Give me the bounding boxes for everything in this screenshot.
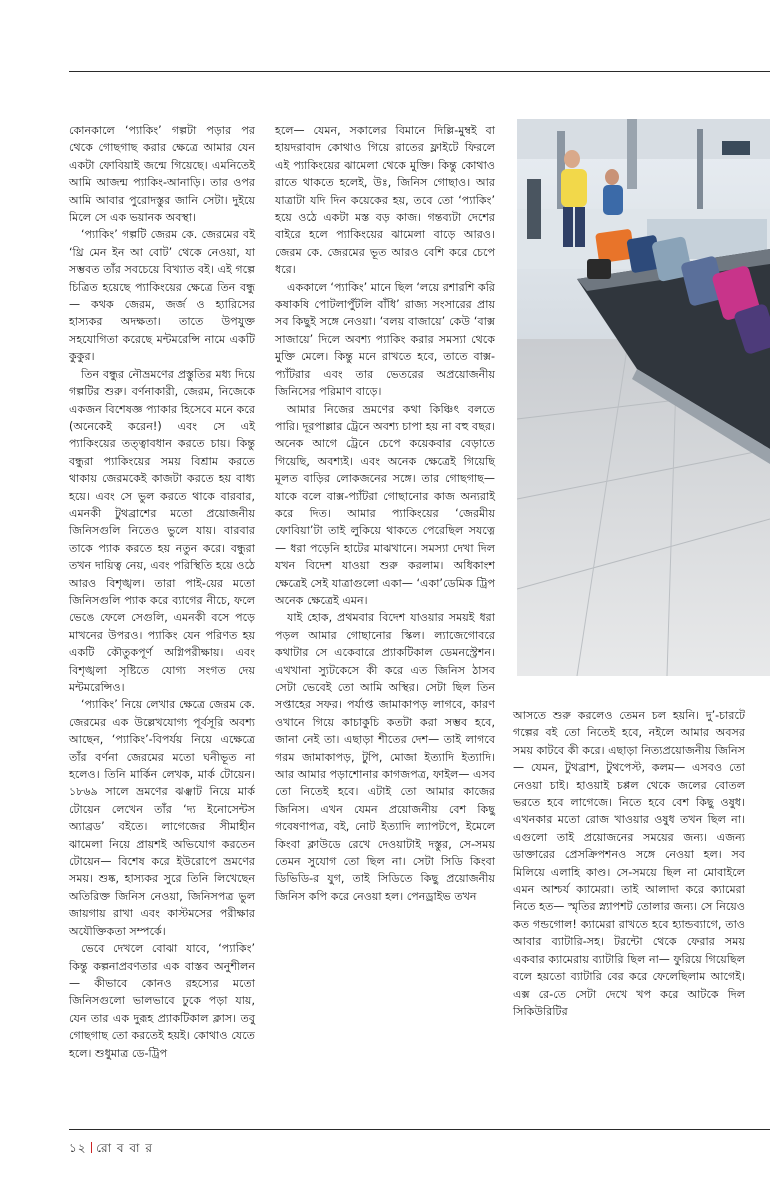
page-number: ১২ (69, 1141, 87, 1155)
paragraph: হলে— যেমন, সকালের বিমানে দিল্লি-মুম্বই বা হায়দরাবাদ কোথাও গিয়ে রাতের ফ্লাইটে ফিরলে এই প্যাকিংয়ের ঝামেলা থেকে মুক্তি। কিন্তু কোথাও রাতে থাকতে হলেই, উঃ, জিনিস গোছাও। আর যাত্রাটা যদি দিন কয়েকের হয়, তবে তো ‘প্যাকিং’ হয়ে ওঠে একটা মস্ত বড় কাজ। গন্তব্যটা দেশের বাইরে হলে প্যাকিংয়ের ঝামেলা বাড়ে আরও। জেরম কে. জেরমের ভূত আরও বেশি করে চেপে ধরে। (275, 124, 495, 277)
paragraph: ‘প্যাকিং’ গল্পটি জেরম কে. জেরমের বই ‘থ্রি মেন ইন আ বোট’ থেকে নেওয়া, যা সম্ভবত তাঁর সবচেয়ে বিখ্যাত বই। এই গল্পে চিত্রিত হয়েছে প্যাকিংয়ের ক্ষেত্রে তিন বন্ধু— কথক জেরম, জর্জ ও হ্যারিসের হাস্যকর অদক্ষতা। তাতে উপযুক্ত সহযোগিতা করেছে মন্টমরেন্সি নামে একটি কুকুর। (69, 228, 255, 364)
paragraph: যাই হোক, প্রথমবার বিদেশ যাওয়ার সময়ই ধরা পড়ল আমার গোছানোর স্কিল। ল্যাজেগোবরে কথাটার সে একেবারে প্র্যাকটিকাল ডেমনস্ট্রেশন। এখখানা স্যুটকেসে কী করে এত জিনিস ঠাসব সেটা ভেবেই তো আমি অস্থির। সেটা ছিল তিন সপ্তাহের সফর। পর্যাপ্ত জামাকাপড় লাগবে, কারণ ওখানে গিয়ে কাচাকুচি কতটা করা সম্ভব হবে, জানা নেই তা। এছাড়া শীতের দেশ— তাই লাগবে গরম জামাকাপড়, টুপি, মোজা ইত্যাদি ইত্যাদি। আর আমার পড়াশোনার কাগজপত্র, ফাইল— এসব তো নিতেই হবে। এটাই তো আমার কাজের জিনিস। এখন যেমন প্রয়োজনীয় বেশ কিছু গবেষণাপত্র, বই, নোট ইত্যাদি ল্যাপটপে, ইমেলে কিংবা ক্লাউডে রেখে দেওয়াটাই দস্তুর, সে-সময় তেমন সুযোগ তো ছিল না। সেটা সিডি কিংবা ডিভিডি-র যুগ, তাই সিডিতে কিছু প্রয়োজনীয় জিনিস কপি করে নেওয়া হল। পেনড্রাইভ তখন (275, 611, 495, 903)
article-column-3 (513, 707, 745, 1020)
paragraph: আমার নিজের ভ্রমণের কথা কিঞ্চিৎ বলতে পারি। দূরপাল্লার ট্রেনে অবশ্য চাপা হয় না বহু বছর। অনেক আগে ট্রেনে চেপে কয়েকবার বেড়াতে গিয়েছি, অবশ্যই। এবং অনেক ক্ষেত্রেই গিয়েছি মূলত বাড়ির লোকজনের সঙ্গে। তার গোছগাছ— যাকে বলে বাক্স-প্যাঁটরা গোছানোর কাজ অন্যরাই করে দিত। আমার প্যাকিংয়ের ‘জেরমীয় ফোবিয়া’টা তাই লুকিয়ে থাকতে পেরেছিল সযত্নে— ধরা পড়েনি হাটের মাঝখানে। সমস্যা দেখা দিল যখন বিদেশ যাওয়া শুরু করলাম। অধিকাংশ ক্ষেত্রেই সেই যাত্রাগুলো একা— ‘একা’ডেমিক ট্রিপ অনেক ক্ষেত্রেই এমন। (275, 402, 495, 607)
page-footer (69, 1140, 153, 1160)
paragraph: এককালে ‘প্যাকিং’ মানে ছিল ‘লয়ে রশারশি করি কষাকষি পোটলাপুঁটলি বাঁধি’ রাজ্য সংসারের প্রায় সব কিছুই সঙ্গে নেওয়া। ‘বলয় বাজায়ে’ কেউ ‘বাক্স সাজায়ে’ দিলে অবশ্য প্যাকিং করার সমস্যা থেকে মুক্তি মেলে। কিন্তু মনে রাখতে হবে, তাতে বাক্স-প্যাঁটরার এবং তার ভেতরের অপ্রয়োজনীয় জিনিসের পরিমাণ বাড়ে। (275, 280, 495, 399)
article-column-2 (275, 122, 495, 905)
paragraph: ‘প্যাকিং’ নিয়ে লেখার ক্ষেত্রে জেরম কে. জেরমের এক উল্লেখযোগ্য পূর্বসূরি অবশ্য আছেন, ‘প্যাকিং’-বিপর্যয় নিয়ে এক্ষেত্রে তাঁর বর্ণনা জেরমের মতো ঘনীভূত না হলেও। তিনি মার্কিন লেখক, মার্ক টোয়েন। ১৮৬৯ সালে ভ্রমণের ঝঞ্ঝাট নিয়ে মার্ক টোয়েন লেখেন তাঁর ‘দ্য ইনোসেন্টস অ্যাব্রড’ বইতে। লাগেজের সীমাহীন ঝামেলা নিয়ে প্রায়শই অভিযোগ করতেন টোয়েন— বিশেষ করে ইউরোপে ভ্রমণের সময়। শুষ্ক, হাস্যকর সুরে তিনি লিখেছেন অতিরিক্ত জিনিস নেওয়া, জিনিসপত্র ভুল জায়গায় রাখা এবং কাস্টমসের পরীক্ষার অযৌক্তিকতা সম্পর্কে। (69, 698, 255, 938)
paragraph: আসতে শুরু করলেও তেমন চল হয়নি। দু’-চারটে গল্পের বই তো নিতেই হবে, নইলে আমার অবসর সময় কাটবে কী করে। এছাড়া নিত্যপ্রয়োজনীয় জিনিস— যেমন, টুথব্রাশ, টুথপেস্ট, কলম— এসবও তো নেওয়া চাই। হাওয়াই চপ্পল থেকে জলের বোতল ভরতে হবে লাগেজে। নিতে হবে বেশ কিছু ওষুধ। এখনকার মতো রোজ খাওয়ার ওষুধ তখন ছিল না। এগুলো তাই প্রয়োজনের সময়ের জন্য। এজন্য ডাক্তারের প্রেসক্রিপশনও সঙ্গে নেওয়া হল। সব মিলিয়ে এলাহি কাণ্ড। সে-সময়ে ছিল না মোবাইলে এমন আশ্চর্য ক্যামেরা। তাই আলাদা করে ক্যামেরা নিতে হত— স্মৃতির স্ন্যাপশট তোলার জন্য। সে নিয়েও কত গন্ডগোল! ক্যামেরা রাখতে হবে হ্যান্ডব্যাগে, তাও আবার ব্যাটারি-সহ। টরন্টো থেকে ফেরার সময় একবার ক্যামেরায় ব্যাটারি ছিল না— ফুরিয়ে গিয়েছিল বলে হয়তো ব্যাটারি বের করে ফেলেছিলাম আগেই। এক্স রে-তে সেটা দেখে খপ করে আটকে দিল সিকিউরিটির (513, 709, 745, 1018)
paragraph: ভেবে দেখলে বোঝা যাবে, ‘প্যাকিং’ কিন্তু কল্পনাপ্রবণতার এক বাস্তব অনুশীলন— কীভাবে কোনও রহস্যের মতো জিনিসগুলো ভালভাবে ঢুকে পড়া যায়, যেন তার এক দুরূহ প্র্যাকটিকাল ক্লাস। তবু গোছগাছ তো করতেই হয়ই। কোথাও যেতে হলে। শুধুমাত্র ডে-ট্রিপ (69, 942, 255, 1060)
paragraph: তিন বন্ধুর নৌভ্রমণের প্রস্তুতির মধ্য দিয়ে গল্পটির শুরু। বর্ণনাকারী, জেরম, নিজেকে একজন বিশেষজ্ঞ প্যাকার হিসেবে মনে করে (অনেকেই করেন!) এবং সে এই প্যাকিংয়ের তত্ত্বাবধান করতে চায়। কিন্তু বন্ধুরা প্যাকিংয়ের সময় বিশ্রাম করতে থাকায় জেরমকেই কাজটা করতে হয় বাধ্য হয়ে। এবং সে ভুল করতে থাকে বারবার, এমনকী টুথব্রাশের মতো প্রয়োজনীয় জিনিসগুলি নিতেও ভুলে যায়। বারবার তাকে প্যাক করতে হয় নতুন করে। বন্ধুরা তখন দায়িত্ব নেয়, এবং পরিস্থিতি হয়ে ওঠে আরও বিশৃঙ্খল। তারা পাই-য়ের মতো জিনিসগুলি প্যাক করে ব্যাগের নীচে, ফলে ভেঙে ফেলে সেগুলি, এমনকী বসে পড়ে মাখনের উপরও। প্যাকিং যেন পরিণত হয় একটি কৌতুকপূর্ণ অগ্নিপরীক্ষায়। এবং বিশৃঙ্খলা সৃষ্টিতে যোগ্য সংগত দেয় মন্টমরেন্সিও। (69, 367, 255, 694)
footer-separator (91, 1142, 93, 1153)
magazine-name: রো ব বা র (96, 1141, 153, 1155)
bottom-rule (69, 1129, 770, 1130)
paragraph: কোনকালে ‘প্যাকিং’ গল্পটা পড়ার পর থেকে গোছগাছ করার ক্ষেত্রে আমার যেন একটা ফোবিয়াই জন্মে গিয়েছে। এমনিতেই আমি আজন্ম প্যাকিং-আনাড়ি। তার ওপর আমি আবার পুরোদস্তুর জানি সেটা। দুইয়ে মিলে সে এক ভয়ানক অবস্থা। (69, 124, 255, 225)
top-rule (69, 71, 770, 72)
article-column-1 (69, 122, 255, 1062)
airport-baggage-photo (517, 119, 770, 676)
